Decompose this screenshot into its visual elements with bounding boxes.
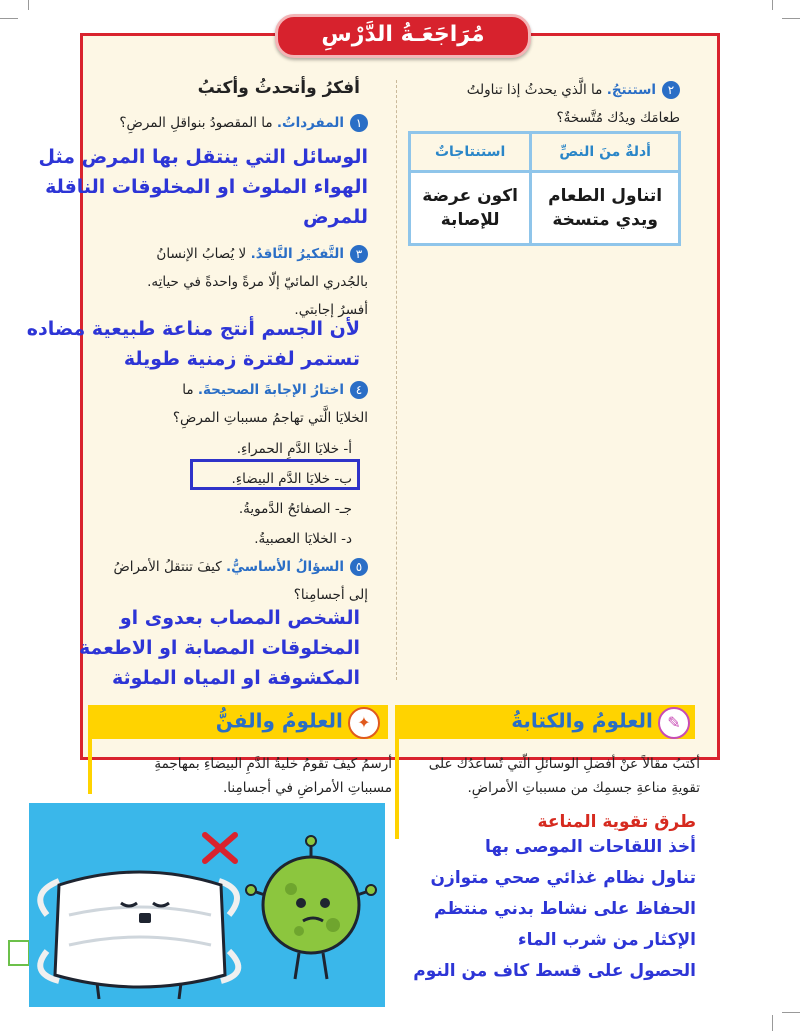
answer-1 [28, 142, 368, 232]
choice-a[interactable]: أ- خلايَا الدَّمِ الحمراءِ. [236, 441, 352, 457]
prompt-line: تقويةِ مناعةِ جسمِك من مسبباتِ الأمراضِ. [467, 780, 700, 796]
question-text: لا يُصابُ الإنسانُ [156, 246, 247, 262]
question-number: ٣ [350, 245, 368, 263]
choice-b[interactable]: ب- خلايَا الدَّمِ البيضاءِ. [231, 471, 352, 487]
question-key: استنتجُ. [606, 82, 656, 98]
question-key: المفرداتُ. [276, 115, 344, 131]
answer-line: للمرض [302, 206, 368, 228]
question-5 [68, 553, 368, 609]
answer-line: الهواء الملوث او المخلوقات الناقلة [45, 176, 368, 198]
writing-header [410, 707, 690, 739]
answer-line: لأن الجسم أنتج مناعة طبيعية مضاده [26, 318, 360, 340]
choices-list [112, 434, 352, 554]
prompt-line: أرسمُ كيفَ تقومُ خليةُ الدَّمِ البيضاءِ بمهاجمةِ [154, 756, 392, 772]
question-3 [68, 240, 368, 324]
immunity-tips [376, 812, 696, 987]
writing-prompt [400, 752, 700, 800]
question-number: ٤ [350, 381, 368, 399]
section-heading: أفكرُ وأتحدثُ وأكتبُ [197, 78, 360, 98]
paint-rocket-icon: ✦ [348, 707, 380, 739]
question-text: إلى أجسامِنا؟ [293, 587, 368, 603]
art-prompt [92, 752, 392, 800]
prompt-line: أكتبُ مقالاً عنْ أفضلِ الوسائلِ الّتي تُساعدُك على [428, 756, 700, 772]
question-text: بالجُدري المائيّ إلّا مرةً واحدةً في حياتِه. [147, 274, 368, 290]
answer-line: المكشوفة او المياه الملوثة [111, 667, 360, 689]
tip-item: الحفاظ على نشاط بدني منتظم [434, 899, 696, 919]
prompt-line: مسبباتِ الأمراضِ في أجسامِنا. [223, 780, 392, 796]
question-key: اختارُ الإجابةَ الصحيحةَ. [197, 382, 344, 398]
crop-mark [0, 18, 18, 19]
question-number: ١ [350, 114, 368, 132]
question-text: كيفَ تنتقلُ الأمراضُ [113, 559, 222, 575]
lesson-review-banner: مُرَاجَعَـةُ الدَّرْسِ [275, 14, 531, 58]
crop-mark [28, 0, 29, 10]
art-title: العلومُ والفنُّ [215, 708, 343, 733]
question-4 [68, 376, 368, 432]
question-text: طعامَك ويدُك مُتَّسخةٌ؟ [556, 110, 680, 126]
mask-virus-illustration [29, 803, 385, 1007]
question-text: أفسرُ إجابتي. [294, 302, 368, 318]
corner-box [8, 940, 30, 966]
crop-mark [772, 1015, 773, 1031]
evidence-table [408, 131, 681, 246]
question-1 [88, 114, 368, 132]
table-cell: اتناول الطعام ويدي متسخة [531, 172, 680, 245]
answer-5 [20, 603, 360, 693]
question-number: ٢ [662, 81, 680, 99]
question-key: السؤالُ الأساسيُّ. [225, 559, 344, 575]
pencil-icon: ✎ [658, 707, 690, 739]
tip-item: الإكثار من شرب الماء [517, 930, 696, 950]
art-header [100, 707, 380, 739]
illustration-svg [29, 803, 385, 1007]
answer-line: تستمر لفترة زمنية طويلة [123, 348, 360, 370]
answer-line: الشخص المصاب بعدوى او [119, 607, 360, 629]
selected-answer-box [190, 459, 360, 490]
question-text: الخلايَا الَّتي تهاجمُ مسبباتِ المرضِ؟ [172, 410, 368, 426]
crop-mark [782, 18, 800, 19]
writing-title: العلومُ والكتابةُ [511, 708, 653, 733]
answer-line: الوسائل التي ينتقل بها المرض مثل [38, 146, 368, 168]
question-text: ما المقصودُ بنواقلِ المرضِ؟ [119, 115, 273, 131]
tip-item: أخذ اللقاحات الموصى بها [484, 837, 696, 857]
table-header: أدلةٌ منَ النصِّ [531, 133, 680, 172]
question-text: ما الَّذي يحدثُ إذا تناولتُ [466, 82, 603, 98]
answer-line: المخلوقات المصابة او الاطعمة [78, 637, 360, 659]
column-divider [396, 80, 397, 680]
tip-item: الحصول على قسط كاف من النوم [413, 961, 696, 981]
question-text: ما [182, 382, 194, 398]
crop-mark [772, 0, 773, 10]
crop-mark [782, 1012, 800, 1013]
question-2 [410, 76, 680, 132]
tip-item: تناول نظام غذائي صحي متوازن [430, 868, 696, 888]
choice-c[interactable]: جـ- الصفائحُ الدَّمويةُ. [238, 501, 352, 517]
question-key: التَّفكيرُ النَّاقدُ. [250, 246, 344, 262]
choice-d[interactable]: د- الخلايَا العصبيةُ. [254, 531, 352, 547]
answer-3 [20, 314, 360, 374]
virus-character [246, 836, 376, 979]
mask-character [55, 872, 225, 999]
table-cell: اكون عرضة للإصابة [410, 172, 531, 245]
table-header: استنتاجاتٌ [410, 133, 531, 172]
tips-title: طرق تقوية المناعة [537, 812, 696, 832]
question-number: ٥ [350, 558, 368, 576]
x-mark-icon [205, 835, 235, 861]
